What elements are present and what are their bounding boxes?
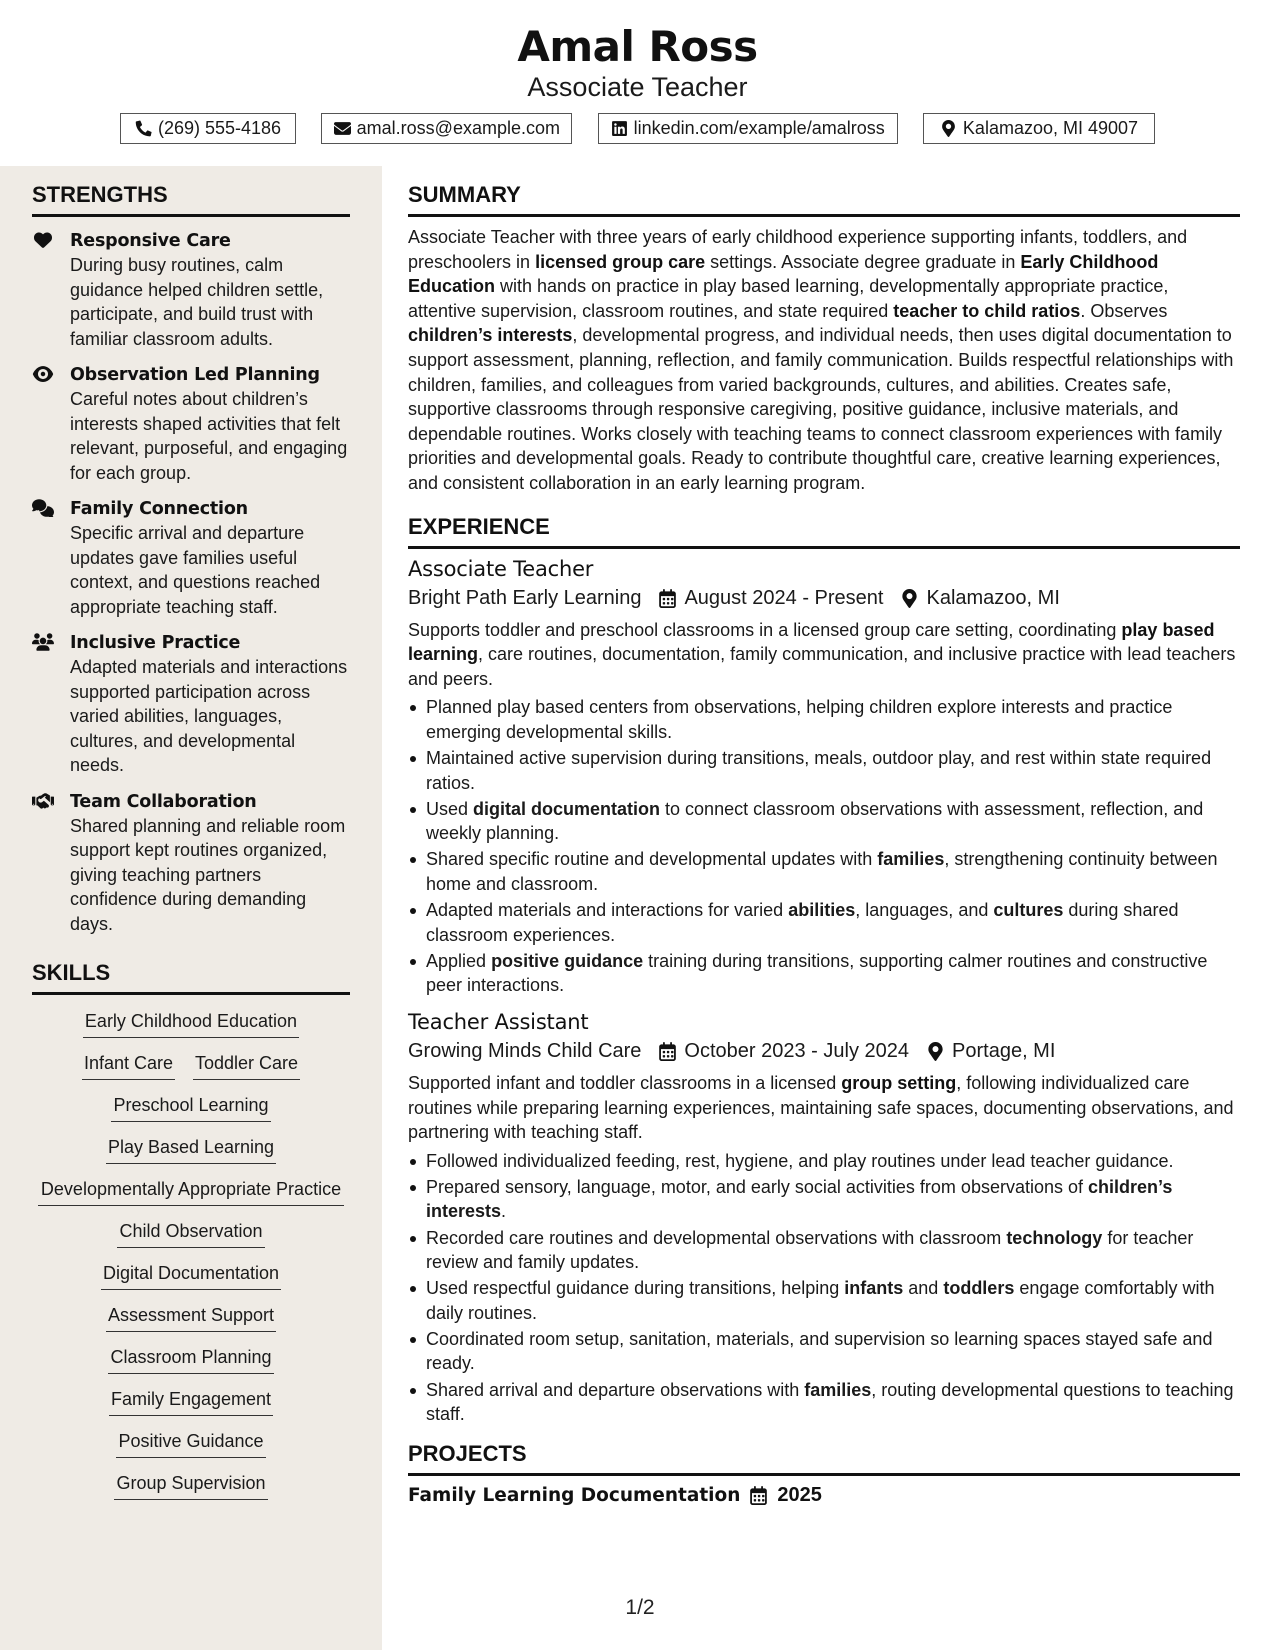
contact-phone[interactable] (120, 113, 296, 144)
list-item: Used respectful guidance during transitions, helping infants and toddlers engage comfortably with daily routines. (408, 1276, 1240, 1325)
list-item: Adapted materials and interactions for varied abilities, languages, and cultures during shared classroom experiences. (408, 898, 1240, 947)
map-marker-icon (927, 1042, 944, 1061)
job-title: Associate Teacher (408, 556, 594, 581)
job-entry (408, 1010, 1240, 1427)
strength-title: Family Connection (70, 499, 248, 519)
strengths-heading: STRENGTHS (32, 182, 350, 217)
phone-text: (269) 555-4186 (157, 118, 282, 138)
strength-title: Observation Led Planning (70, 365, 320, 385)
strengths-section (32, 182, 350, 1513)
project-entry (408, 1484, 1240, 1507)
strength-title: Inclusive Practice (70, 633, 241, 653)
list-item: Shared arrival and departure observations with families, routing developmental questions to teaching staff. (408, 1378, 1240, 1427)
job-intro: Supported infant and toddler classrooms in a licensed group setting, following individualized care routines while preparing learning experiences, maintaining safe spaces, documenting observations, and partnering with teaching staff. (408, 1072, 1234, 1143)
skill-tag: Infant Care (82, 1051, 175, 1080)
job-location: Kalamazoo, MI (901, 587, 1059, 610)
email-text: amal.ross@example.com (356, 118, 560, 138)
skill-tag: Developmentally Appropriate Practice (38, 1177, 344, 1206)
main-column (408, 166, 1240, 1507)
job-intro: Supports toddler and preschool classrooms in a licensed group care setting, coordinating play based learning, care routines, documentation, family communication, and inclusive practice with lead teachers and peers. (408, 619, 1236, 689)
strength-desc: Adapted materials and interactions supported participation across varied abilities, languages, cultures, and developmental needs. (70, 657, 348, 775)
strength-desc: Careful notes about children’s interests shaped activities that felt relevant, purposeful, and engaging for each group. (70, 389, 348, 483)
job-dates: August 2024 - Present (659, 587, 883, 610)
resume-header (0, 0, 1275, 166)
strength-item (32, 790, 350, 937)
job-org: Growing Minds Child Care (408, 1039, 642, 1062)
candidate-role: Associate Teacher (527, 72, 748, 102)
contact-bar (120, 113, 1155, 145)
job-title: Teacher Assistant (408, 1009, 589, 1034)
location-text: Kalamazoo, MI 49007 (962, 118, 1139, 138)
job-entry (408, 557, 1240, 998)
strength-desc: Shared planning and reliable room support kept routines organized, giving teaching partners confidence during demanding days. (70, 815, 346, 934)
list-item: Followed individualized feeding, rest, hygiene, and play routines under lead teacher guidance. (408, 1149, 1240, 1174)
heart-icon (32, 231, 56, 251)
list-item: Planned play based centers from observations, helping children explore interests and practice emerging developmental skills. (408, 695, 1240, 744)
envelope-icon (334, 120, 351, 137)
strength-item (32, 631, 350, 778)
calendar-icon (659, 1042, 676, 1061)
summary-text: Associate Teacher with three years of early childhood experience supporting infants, toddlers, and preschoolers in licensed group care settings. Associate degree graduate in Early Childhood Education with hands on practice in play based learning, developmentally appropriate practice, attentive supervision, classroom routines, and state required teacher to child ratios. Observes children’s interests, developmental progress, and individual needs, then uses digital documentation to support assessment, planning, reflection, and family communication. Builds respectful relationships with children, families, and colleagues from varied backgrounds, cultures, and abilities. Creates safe, supportive classrooms through responsive caregiving, positive guidance, inclusive materials, and dependable routines. Works closely with teaching teams to connect classroom experiences with family priorities and developmental goals. Ready to contribute thoughtful care, creative learning experiences, and consistent collaboration in an early learning program. (408, 227, 1234, 493)
linkedin-text: linkedin.com/example/amalross (633, 118, 885, 138)
contact-email[interactable] (321, 113, 572, 144)
job-meta (408, 587, 1240, 610)
list-item: Used digital documentation to connect classroom observations with assessment, reflection, and weekly planning. (408, 797, 1240, 846)
skill-tag: Preschool Learning (111, 1093, 270, 1122)
strength-desc: During busy routines, calm guidance helped children settle, participate, and build trust with familiar classroom adults. (70, 255, 324, 349)
summary-heading: SUMMARY (408, 182, 1240, 217)
map-marker-icon (901, 589, 918, 608)
job-bullets (408, 1149, 1240, 1427)
handshake-icon (32, 792, 56, 812)
contact-location (923, 113, 1155, 144)
page-number: 1/2 (625, 1596, 655, 1619)
skill-tag: Toddler Care (193, 1051, 300, 1080)
list-item: Coordinated room setup, sanitation, materials, and supervision so learning spaces stayed safe and ready. (408, 1327, 1240, 1376)
job-meta (408, 1040, 1240, 1063)
list-item: Maintained active supervision during transitions, meals, outdoor play, and rest within state required ratios. (408, 746, 1240, 795)
skill-tag: Assessment Support (106, 1303, 276, 1332)
skill-tag: Positive Guidance (116, 1429, 265, 1458)
job-dates: October 2023 - July 2024 (659, 1040, 909, 1063)
candidate-name: Amal Ross (517, 22, 758, 71)
job-org: Bright Path Early Learning (408, 586, 642, 609)
project-year: 2025 (777, 1483, 822, 1506)
strength-item (32, 497, 350, 619)
job-location: Portage, MI (927, 1040, 1055, 1063)
list-item: Recorded care routines and developmental observations with classroom technology for teacher review and family updates. (408, 1226, 1240, 1275)
skill-tag: Early Childhood Education (83, 1009, 299, 1038)
skill-tag: Classroom Planning (108, 1345, 273, 1374)
job-bullets (408, 695, 1240, 998)
calendar-icon (659, 589, 676, 608)
skills-list (32, 1009, 350, 1500)
users-icon (32, 633, 56, 653)
list-item: Applied positive guidance training during transitions, supporting calmer routines and constructive peer interactions. (408, 949, 1240, 998)
skill-tag: Family Engagement (109, 1387, 273, 1416)
calendar-icon (750, 1486, 767, 1505)
experience-heading: EXPERIENCE (408, 514, 1240, 549)
eye-icon (32, 365, 56, 385)
skill-tag: Play Based Learning (106, 1135, 276, 1164)
skill-tag: Child Observation (117, 1219, 264, 1248)
phone-icon (135, 120, 152, 137)
linkedin-icon (611, 120, 628, 137)
strength-item (32, 363, 350, 485)
skill-tag: Digital Documentation (101, 1261, 281, 1290)
comments-icon (32, 499, 56, 519)
skills-heading: SKILLS (32, 960, 350, 995)
skill-tag: Group Supervision (114, 1471, 267, 1500)
projects-heading: PROJECTS (408, 1441, 1240, 1476)
list-item: Shared specific routine and developmental updates with families, strengthening continuity between home and classroom. (408, 847, 1240, 896)
sidebar (0, 166, 382, 1650)
strength-desc: Specific arrival and departure updates gave families useful context, and questions reached appropriate teaching staff. (70, 523, 321, 617)
contact-linkedin[interactable] (598, 113, 898, 144)
strength-title: Responsive Care (70, 231, 231, 251)
strength-item (32, 229, 350, 351)
project-title: Family Learning Documentation (408, 1484, 741, 1506)
strength-title: Team Collaboration (70, 791, 257, 812)
list-item: Prepared sensory, language, motor, and early social activities from observations of children’s interests. (408, 1175, 1240, 1224)
map-marker-icon (940, 120, 957, 137)
